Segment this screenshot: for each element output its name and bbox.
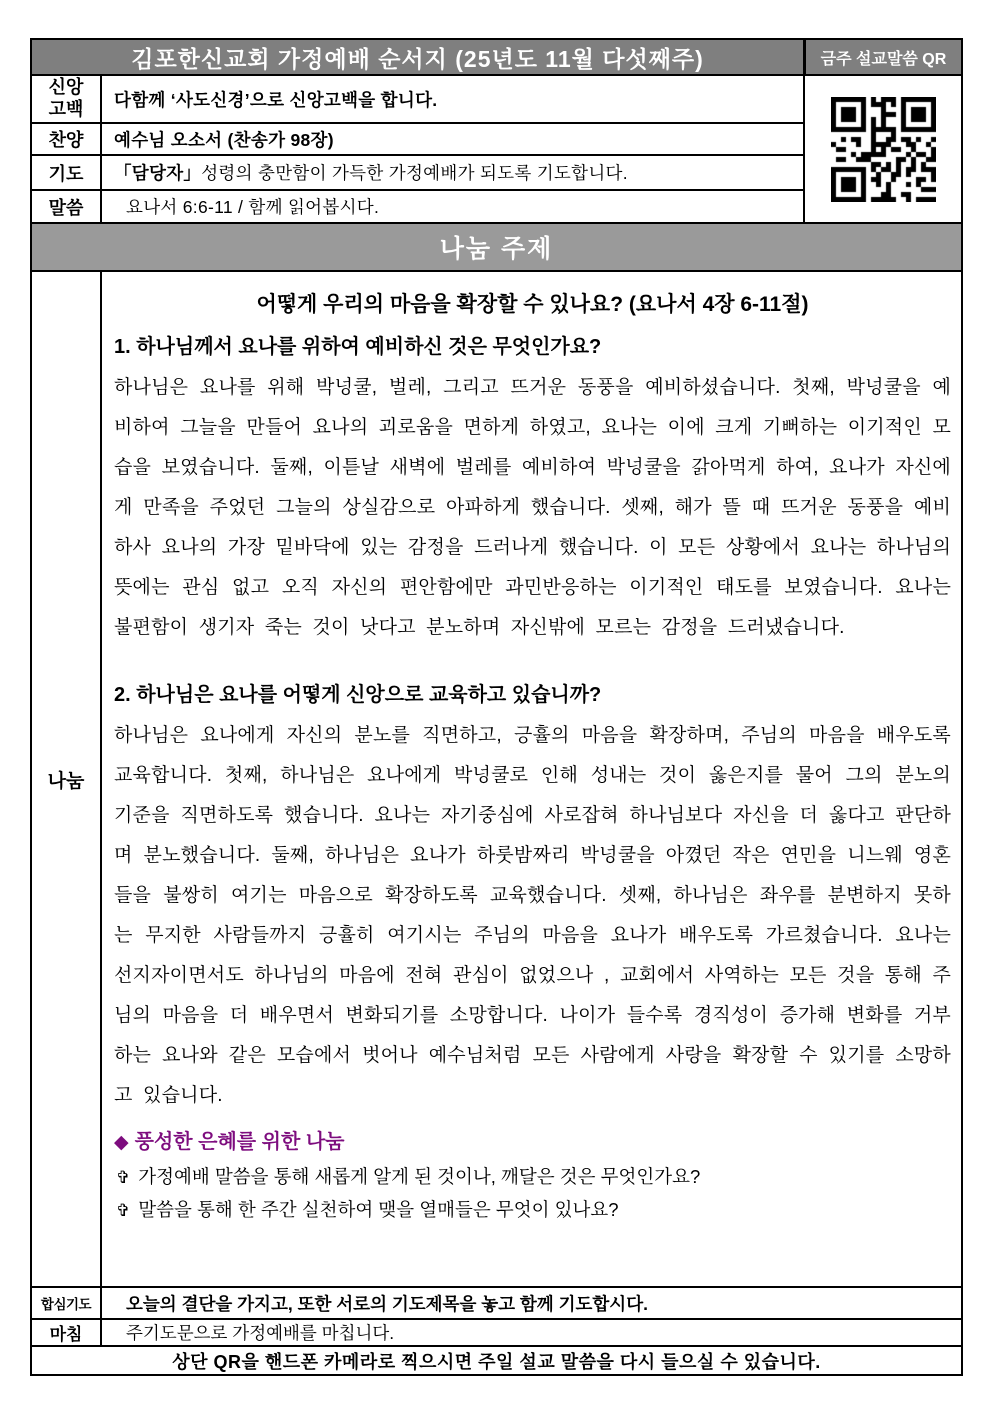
row-word-content: 요나서 6:6-11 / 함께 읽어봅시다. (126, 197, 380, 217)
sharing-section (32, 272, 961, 1286)
row-closing-content: 주기도문으로 가정예배를 마칩니다. (126, 1323, 395, 1343)
question-2: 2. 하나님은 요나를 어떻게 신앙으로 교육하고 있습니까? (114, 684, 602, 706)
row-hymn-label: 찬양 (32, 124, 102, 154)
qr-section-label: 금주 설교말씀 QR (803, 40, 961, 74)
row-hymn-content: 예수님 오소서 (찬송가 98장) (114, 129, 334, 150)
sharing-title: 어떻게 우리의 마음을 확장할 수 있나요? (요나서 4장 6-11절) (256, 293, 809, 316)
sharing-content (102, 272, 961, 1286)
row-united-prayer-label: 합심기도 (32, 1288, 102, 1318)
prayer-text: 성령의 충만함이 가득한 가정예배가 되도록 기도합니다. (201, 163, 628, 183)
row-closing (32, 1318, 961, 1345)
row-hymn (32, 124, 803, 156)
answer-1: 하나님은 요나를 위해 박넝쿨, 벌레, 그리고 뜨거운 동풍을 예비하셨습니다. 첫째, 박넝쿨을 예비하여 그늘을 만들어 요나의 괴로움을 면하게 하였고, 요나는 이에 크게 기뻐하는 이기적인 모습을 보였습니다. 둘째, 이튿날 새벽에 벌레를 예비하여 박넝쿨을 갉아먹게 하여, 요나가 자신에게 만족을 주었던 그늘의 상실감으로 아파하게 했습니다. 셋째, 해가 뜰 때 뜨거운 동풍을 예비하사 요나의 가장 밑바닥에 있는 감정을 드러나게 했습니다. 이 모든 상황에서 요나는 하나님의 뜻에는 관심 없고 오직 자신의 편안함에만 과민반응하는 이기적인 태도를 보였습니다. 요나는 불편함이 생기자 죽는 것이 낫다고 분노하며 자신밖에 모르는 감정을 드러냈습니다. (114, 377, 951, 638)
worship-order-sheet (30, 38, 963, 1376)
sharing-question-2-text: 말씀을 통해 한 주간 실천하여 맺을 열매들은 무엇이 있나요? (138, 1199, 619, 1220)
sharing-topic-banner: 나눔 주제 (32, 222, 961, 272)
qr-cell (803, 76, 961, 222)
page-title: 김포한신교회 가정예배 순서지 (25년도 11월 다섯째주) (32, 40, 803, 74)
row-word-label: 말씀 (32, 191, 102, 222)
footer-note: 상단 QR을 핸드폰 카메라로 찍으시면 주일 설교 말씀을 다시 들으실 수 있습니다. (32, 1345, 961, 1374)
grace-sharing-heading (114, 1124, 951, 1161)
answer-2: 하나님은 요나에게 자신의 분노를 직면하고, 긍휼의 마음을 확장하며, 주님의 마음을 배우도록 교육합니다. 첫째, 하나님은 요나에게 박넝쿨로 인해 성내는 것이 옳은지를 물어 그의 분노의 기준을 직면하도록 했습니다. 요나는 자기중심에 사로잡혀 하나님보다 자신을 더 옳다고 판단하며 분노했습니다. 둘째, 하나님은 요나가 하룻밤짜리 박넝쿨을 아꼈던 작은 연민을 니느웨 영혼들을 불쌍히 여기는 마음으로 확장하도록 교육했습니다. 셋째, 하나님은 좌우를 분변하지 못하는 무지한 사람들까지 긍휼히 여기시는 주님의 마음을 요나가 배우도록 가르쳤습니다. 요나는 선지자이면서도 하나님의 마음에 전혀 관심이 없었으나 , 교회에서 사역하는 모든 것을 통해 주님의 마음을 더 배우면서 변화되기를 소망합니다. 나이가 들수록 경직성이 증가해 변화를 거부하는 요나와 같은 모습에서 벗어나 예수님처럼 모든 사람에게 사랑을 확장할 수 있기를 소망하고 있습니다. (114, 725, 951, 1106)
sharing-question-1 (114, 1161, 951, 1194)
row-confession-label: 신앙고백 (32, 76, 102, 122)
header (32, 40, 961, 76)
row-confession-content: 다함께 ‘사도신경’으로 신앙고백을 합니다. (114, 89, 438, 110)
diamond-icon: ◆ (114, 1132, 129, 1153)
sharing-section-label: 나눔 (32, 272, 102, 1286)
prayer-leader-tag: 「담당자」 (114, 163, 202, 183)
row-prayer-content (102, 156, 803, 189)
question-1: 1. 하나님께서 요나를 위하여 예비하신 것은 무엇인가요? (114, 336, 602, 358)
row-prayer-label: 기도 (32, 156, 102, 189)
row-closing-label: 마침 (32, 1320, 102, 1345)
sharing-question-2 (114, 1194, 951, 1227)
row-confession (32, 76, 803, 124)
row-word (32, 191, 803, 222)
cross-icon: ✞ (116, 1201, 131, 1220)
cross-icon: ✞ (116, 1168, 131, 1187)
sharing-question-1-text: 가정예배 말씀을 통해 새롭게 알게 된 것이나, 깨달은 것은 무엇인가요? (138, 1166, 701, 1187)
row-united-prayer-content: 오늘의 결단을 가지고, 또한 서로의 기도제목을 놓고 함께 기도합시다. (126, 1293, 648, 1314)
grace-sharing-heading-text: 풍성한 은혜를 위한 나눔 (134, 1131, 345, 1153)
order-table (32, 76, 961, 222)
qr-code-icon (831, 97, 936, 202)
row-united-prayer (32, 1286, 961, 1318)
row-prayer (32, 156, 803, 191)
